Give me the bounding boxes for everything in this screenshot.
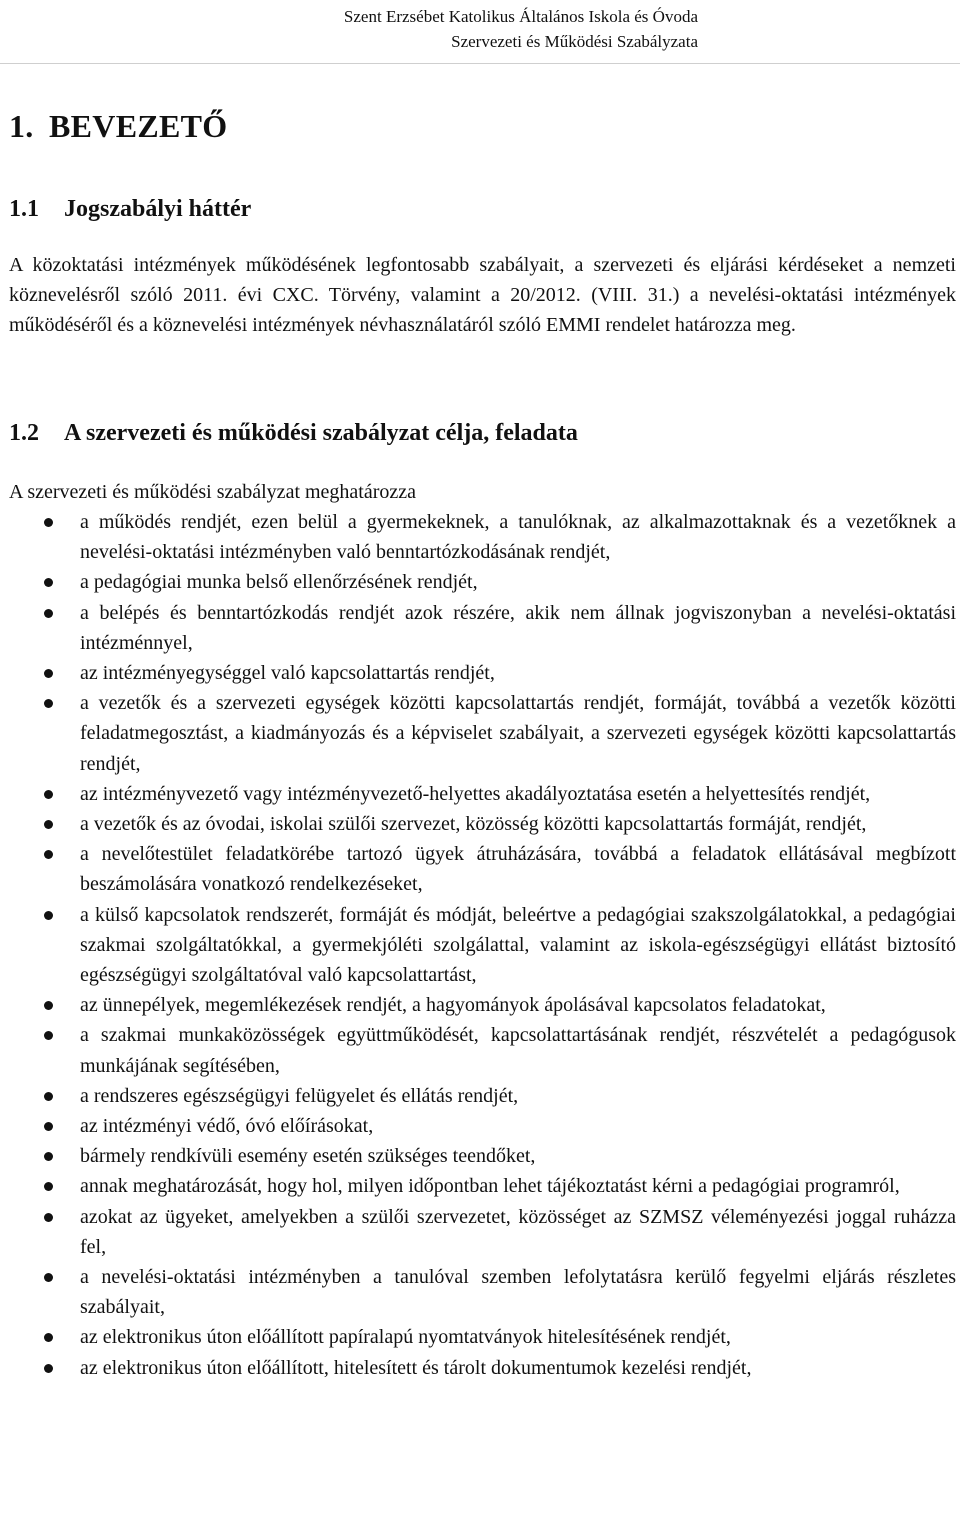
bullet-icon	[44, 820, 53, 829]
list-item-text: a szakmai munkaközösségek együttműködését, kapcsolattartásának rendjét, részvételét a pedagógusok munkájának segítésében,	[80, 1024, 956, 1077]
section-heading-1-2	[9, 420, 578, 447]
list-item-text: a vezetők és a szervezeti egységek közötti kapcsolattartás rendjét, formáját, továbbá a vezetők közötti feladatmegosztást, a kiadmányozás és a képviselet szabályait, a szervezeti egységek közötti kapcsolattartás rendjét,	[80, 692, 956, 775]
header-divider	[0, 63, 960, 64]
list-item	[0, 779, 956, 809]
list-item	[0, 809, 956, 839]
list-item	[0, 567, 956, 597]
list-item	[0, 839, 956, 899]
bullet-icon	[44, 1364, 53, 1373]
list-item	[0, 1081, 956, 1111]
bullet-icon	[44, 1122, 53, 1131]
list-item-text: a külső kapcsolatok rendszerét, formáját és módját, beleértve a pedagógiai szakszolgálatokkal, a pedagógiai szakmai szolgáltatókkal, a gyermekjóléti szolgálattal, valamint az iskola-egészségügyi ellátást biztosító egészségügyi szolgáltatóval való kapcsolattartást,	[80, 903, 956, 987]
list-item-text: a nevelési-oktatási intézményben a tanulóval szemben lefolytatásra kerülő fegyelmi eljárás részletes szabályait,	[80, 1266, 956, 1319]
bullet-icon	[44, 578, 53, 587]
bullet-icon	[44, 1333, 53, 1342]
section-1-2-intro: A szervezeti és működési szabályzat meghatározza	[9, 481, 417, 503]
list-item	[0, 1353, 956, 1383]
chapter-number: 1.	[9, 108, 34, 144]
chapter-heading	[9, 108, 227, 145]
list-item-text: az elektronikus úton előállított, hitelesített és tárolt dokumentumok kezelési rendjét,	[80, 1356, 752, 1379]
list-item-text: a pedagógiai munka belső ellenőrzésének rendjét,	[80, 571, 478, 594]
list-item-text: a belépés és benntartózkodás rendjét azok részére, akik nem állnak jogviszonyban a nevelési-oktatási intézménnyel,	[80, 601, 956, 654]
list-item-text: az intézményvezető vagy intézményvezető-helyettes akadályoztatása esetén a helyettesítés rendjét,	[80, 782, 871, 805]
list-item	[0, 1322, 956, 1352]
list-item-text: az intézményi védő, óvó előírásokat,	[80, 1115, 374, 1138]
page-header	[198, 4, 698, 54]
section-number: 1.2	[9, 420, 39, 446]
bullet-icon	[44, 1152, 53, 1161]
section-title: Jogszabályi háttér	[64, 196, 252, 222]
list-item	[0, 507, 956, 567]
bullet-icon	[44, 790, 53, 799]
bullet-icon	[44, 1213, 53, 1222]
chapter-title: BEVEZETŐ	[49, 108, 228, 144]
list-item	[0, 990, 956, 1020]
section-1-1-paragraph: A közoktatási intézmények működésének legfontosabb szabályait, a szervezeti és eljárási kérdéseket a nemzeti köznevelésről szóló 2011. évi CXC. Törvény, valamint a 20/2012. (VIII. 31.) a nevelési-oktatási intézmények működéséről és a köznevelési intézmények névhasználatáról szóló EMMI rendelet határozza meg.	[9, 254, 956, 336]
list-item-text: az ünnepélyek, megemlékezések rendjét, a hagyományok ápolásával kapcsolatos feladatokat,	[80, 994, 826, 1017]
section-title: A szervezeti és működési szabályzat célja, feladata	[64, 420, 578, 446]
list-item-text: az elektronikus úton előállított papíralapú nyomtatványok hitelesítésének rendjét,	[80, 1326, 731, 1349]
section-number: 1.1	[9, 196, 39, 222]
bullet-icon	[44, 609, 53, 618]
header-school-name: Szent Erzsébet Katolikus Általános Iskola és Óvoda	[343, 7, 698, 26]
list-item	[0, 1202, 956, 1262]
bullet-icon	[44, 850, 53, 859]
list-item	[0, 1020, 956, 1080]
bullet-icon	[44, 1273, 53, 1282]
list-item-text: azokat az ügyeket, amelyekben a szülői szervezetet, közösséget az SZMSZ véleményezési joggal ruházza fel,	[80, 1205, 956, 1258]
list-item	[0, 1111, 956, 1141]
list-item-text: a működés rendjét, ezen belül a gyermekeknek, a tanulóknak, az alkalmazottaknak és a vezetőknek a nevelési-oktatási intézményben való benntartózkodásának rendjét,	[80, 511, 956, 564]
list-item-text: a rendszeres egészségügyi felügyelet és ellátás rendjét,	[80, 1084, 519, 1107]
list-item-text: a vezetők és az óvodai, iskolai szülői szervezet, közösség közötti kapcsolattartás formáját, rendjét,	[80, 813, 867, 836]
bullet-icon	[44, 1092, 53, 1101]
list-item-text: a nevelőtestület feladatkörébe tartozó ügyek átruházására, továbbá a feladatok ellátásával megbízott beszámolására vonatkozó rendelkezéseket,	[80, 843, 956, 896]
bullet-icon	[44, 1031, 53, 1040]
list-item	[0, 1141, 956, 1171]
bullet-icon	[44, 699, 53, 708]
list-item	[0, 658, 956, 688]
list-item	[0, 1171, 956, 1201]
list-item-text: bármely rendkívüli esemény esetén szükséges teendőket,	[80, 1145, 536, 1168]
bullet-list	[0, 507, 960, 1383]
list-item	[0, 1262, 956, 1322]
bullet-icon	[44, 1182, 53, 1191]
header-document-title: Szervezeti és Működési Szabályzata	[451, 32, 698, 51]
list-item-text: annak meghatározását, hogy hol, milyen időpontban lehet tájékoztatást kérni a pedagógiai programról,	[80, 1175, 900, 1198]
bullet-icon	[44, 518, 53, 527]
section-heading-1-1	[9, 196, 251, 223]
bullet-icon	[44, 911, 53, 920]
list-item	[0, 688, 956, 779]
list-item	[0, 598, 956, 658]
list-item	[0, 900, 956, 991]
bullet-icon	[44, 669, 53, 678]
bullet-icon	[44, 1001, 53, 1010]
list-item-text: az intézményegységgel való kapcsolattartás rendjét,	[80, 662, 495, 685]
